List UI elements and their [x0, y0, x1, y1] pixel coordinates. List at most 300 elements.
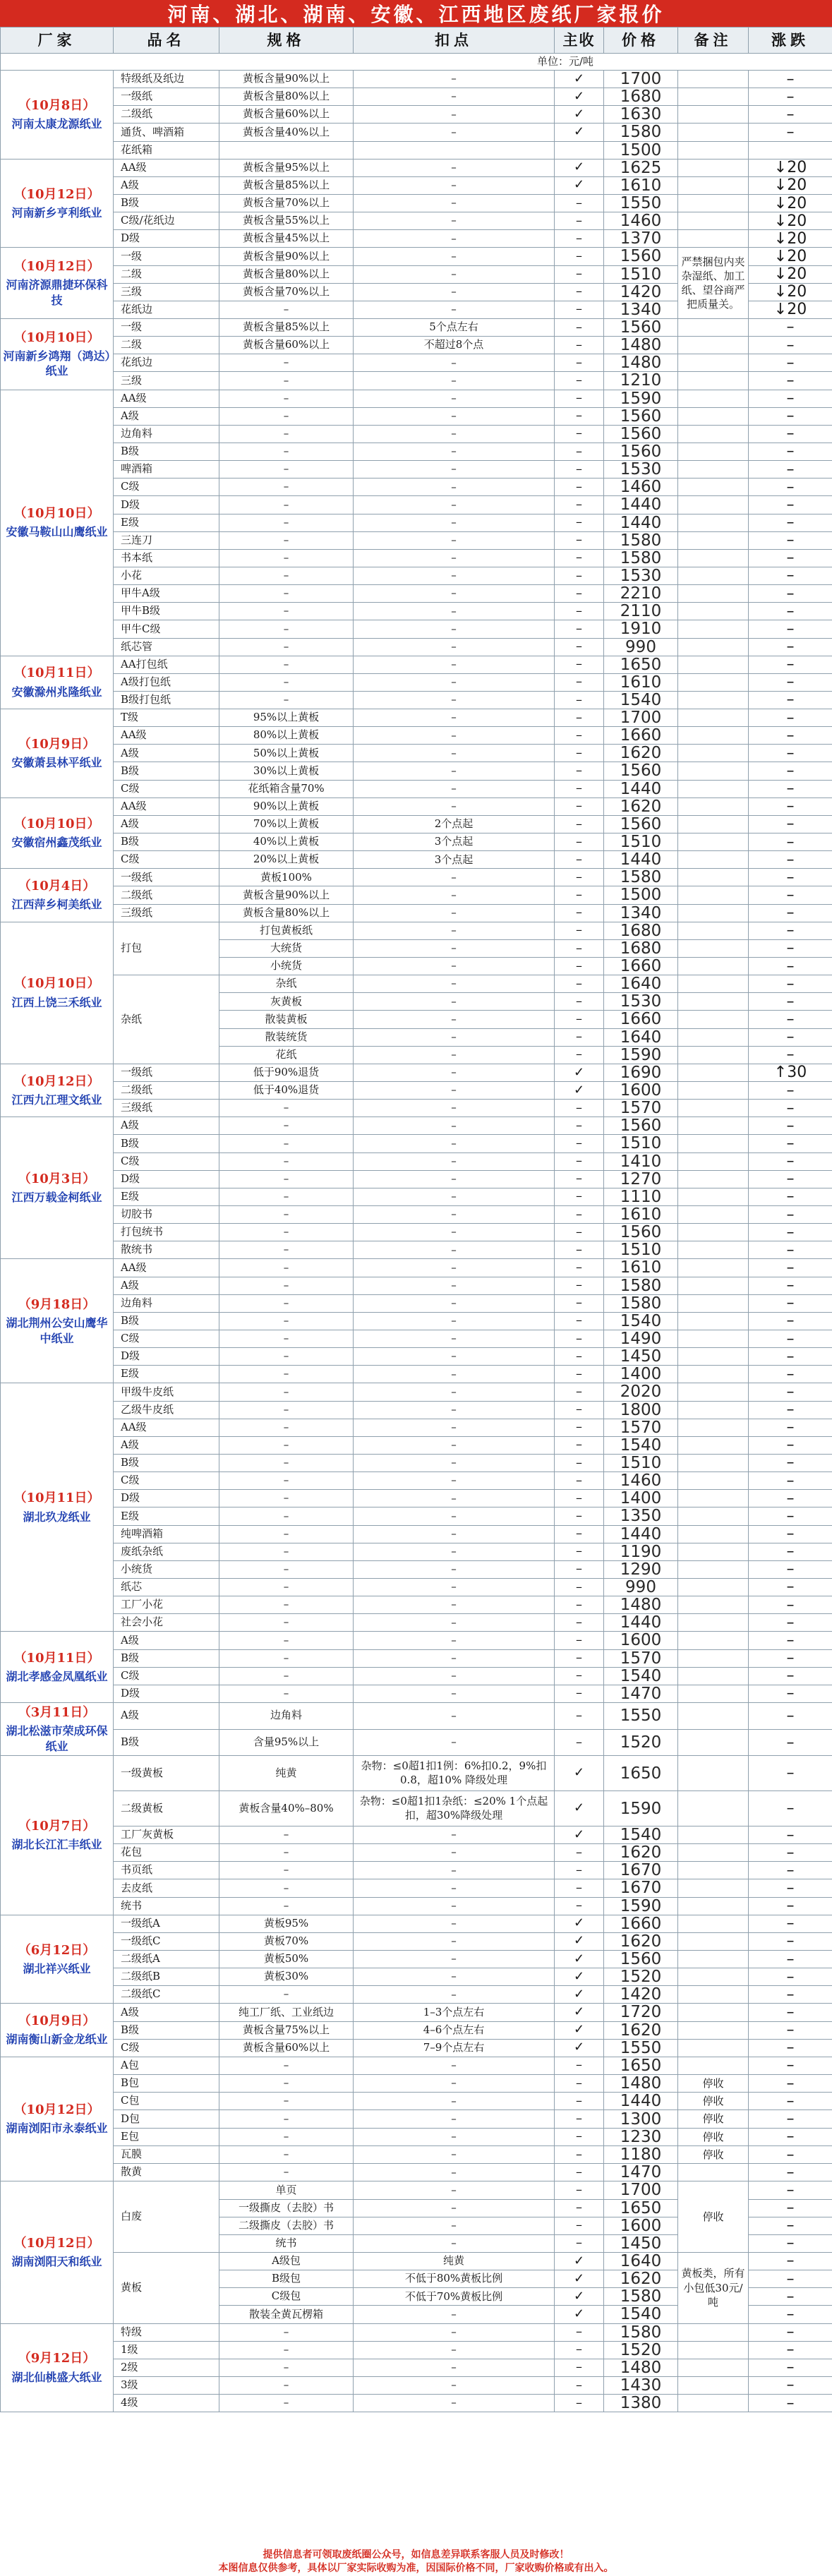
table-row: [1, 1241, 832, 1259]
change-cell: ↓20: [749, 265, 832, 283]
table-row: [1, 2323, 832, 2341]
main-collect-cell: –: [555, 479, 604, 496]
main-collect-cell: –: [555, 2234, 604, 2252]
table-row: [1, 1117, 832, 1135]
price-cell: 1520: [604, 1968, 678, 1986]
table-row: [1, 443, 832, 460]
main-collect-cell: –: [555, 673, 604, 691]
spec-cell: –: [219, 2164, 354, 2181]
price-cell: 1550: [604, 1702, 678, 1729]
company-cell: [1, 2057, 114, 2181]
company-cell: [1, 1259, 114, 1383]
table-row: [1, 1862, 832, 1879]
note-cell: [678, 88, 749, 106]
spec-cell: –: [219, 1667, 354, 1685]
price-cell: 1590: [604, 1897, 678, 1915]
price-cell: 1500: [604, 141, 678, 159]
price-cell: 1610: [604, 673, 678, 691]
price-cell: 1340: [604, 301, 678, 318]
change-cell: –: [749, 1614, 832, 1632]
table-row: [1, 762, 832, 780]
deduction-cell: –: [354, 443, 555, 460]
main-collect-cell: –: [555, 1614, 604, 1632]
spec-cell: 一级撕皮（去胶）书: [219, 2199, 354, 2217]
change-cell: –: [749, 1117, 832, 1135]
price-cell: 1560: [604, 248, 678, 265]
product-name: 小统货: [114, 1560, 219, 1578]
main-collect-cell: –: [555, 869, 604, 886]
table-row: [1, 2359, 832, 2376]
change-cell: –: [749, 1224, 832, 1241]
spec-cell: 散装统货: [219, 1028, 354, 1046]
table-row: [1, 1472, 832, 1490]
company-cell: [1, 1064, 114, 1117]
spec-cell: 黄板含量80%以上: [219, 88, 354, 106]
main-collect-cell: –: [555, 1383, 604, 1401]
change-cell: –: [749, 939, 832, 957]
price-cell: 1590: [604, 1791, 678, 1826]
price-cell: 1440: [604, 496, 678, 514]
deduction-cell: –: [354, 407, 555, 425]
main-collect-cell: –: [555, 514, 604, 531]
main-collect-cell: –: [555, 1366, 604, 1383]
product-name: AA级: [114, 798, 219, 815]
spec-cell: 黄板含量85%以上: [219, 318, 354, 336]
table-row: [1, 1206, 832, 1224]
change-cell: –: [749, 354, 832, 372]
change-cell: –: [749, 2145, 832, 2163]
price-cell: 1670: [604, 1862, 678, 1879]
note-cell: [678, 1348, 749, 1366]
note-cell: [678, 585, 749, 603]
price-cell: 1580: [604, 549, 678, 567]
change-cell: –: [749, 1206, 832, 1224]
company-name: 湖北仙桃盛大纸业: [11, 2370, 102, 2384]
change-cell: –: [749, 1348, 832, 1366]
product-name: 三级: [114, 283, 219, 301]
product-name: 甲牛C级: [114, 620, 219, 638]
deduction-cell: –: [354, 1152, 555, 1170]
note-cell: [678, 1046, 749, 1064]
quote-date: （10月12日）: [13, 258, 100, 274]
product-name: C级: [114, 780, 219, 798]
price-cell: 1530: [604, 567, 678, 584]
deduction-cell: –: [354, 496, 555, 514]
change-cell: –: [749, 1419, 832, 1436]
company-cell: [1, 248, 114, 319]
spec-cell: –: [219, 1844, 354, 1862]
change-cell: –: [749, 993, 832, 1011]
header-product: 品名: [114, 28, 219, 54]
main-collect-cell: –: [555, 1649, 604, 1667]
change-cell: –: [749, 1507, 832, 1525]
main-collect-cell: –: [555, 2057, 604, 2074]
product-name: 甲牛A级: [114, 585, 219, 603]
main-collect-cell: ✓: [555, 2021, 604, 2039]
change-cell: –: [749, 1277, 832, 1294]
table-row: [1, 2021, 832, 2039]
company-name: 河南新乡亨利纸业: [11, 205, 102, 219]
note-cell: [678, 1490, 749, 1507]
product-name: 切胶书: [114, 1206, 219, 1224]
main-collect-cell: –: [555, 2359, 604, 2376]
price-cell: 1480: [604, 2074, 678, 2092]
table-row: [1, 745, 832, 762]
company-name: 河南济源鼎捷环保科技: [6, 278, 108, 307]
price-cell: 1580: [604, 124, 678, 141]
note-cell: [678, 71, 749, 88]
note-cell: [678, 176, 749, 194]
company-name: 湖北荆州公安山鹰华中纸业: [6, 1316, 108, 1345]
price-cell: 1700: [604, 709, 678, 727]
product-name: B级: [114, 2021, 219, 2039]
spec-cell: 黄板含量55%以上: [219, 212, 354, 230]
product-name: 二级纸: [114, 886, 219, 904]
company-cell: [1, 2181, 114, 2323]
price-cell: 1620: [604, 798, 678, 815]
product-name: 社会小花: [114, 1614, 219, 1632]
note-cell: [678, 2341, 749, 2359]
quote-date: （10月3日）: [18, 1171, 96, 1186]
deduction-cell: –: [354, 1507, 555, 1525]
deduction-cell: –: [354, 514, 555, 531]
spec-cell: A级包: [219, 2252, 354, 2270]
note-cell: [678, 1330, 749, 1347]
note-cell: [678, 212, 749, 230]
deduction-cell: –: [354, 1472, 555, 1490]
product-name: 二级纸: [114, 1082, 219, 1100]
product-category: 打包: [114, 922, 219, 975]
note-cell: [678, 1135, 749, 1152]
deduction-cell: –: [354, 1259, 555, 1277]
price-cell: 1440: [604, 780, 678, 798]
note-cell: [678, 1294, 749, 1312]
table-row: [1, 1366, 832, 1383]
main-collect-cell: –: [555, 1277, 604, 1294]
deduction-cell: –: [354, 479, 555, 496]
table-row: [1, 1312, 832, 1330]
change-cell: –: [749, 2199, 832, 2217]
spec-cell: 70%以上黄板: [219, 815, 354, 833]
main-collect-cell: –: [555, 567, 604, 584]
table-row: [1, 1401, 832, 1419]
product-name: 花纸边: [114, 354, 219, 372]
spec-cell: –: [219, 2145, 354, 2163]
table-row: [1, 1614, 832, 1632]
product-name: A级: [114, 745, 219, 762]
spec-cell: –: [219, 372, 354, 390]
company-cell: [1, 1632, 114, 1703]
deduction-cell: 5个点左右: [354, 318, 555, 336]
price-cell: 1640: [604, 975, 678, 993]
main-collect-cell: –: [555, 407, 604, 425]
change-cell: –: [749, 1578, 832, 1596]
spec-cell: –: [219, 390, 354, 407]
product-name: 三连刀: [114, 531, 219, 549]
deduction-cell: –: [354, 2074, 555, 2092]
table-row: [1, 2376, 832, 2394]
price-cell: 1650: [604, 2057, 678, 2074]
note-cell: [678, 1791, 749, 1826]
quote-date: （10月11日）: [13, 666, 100, 681]
spec-cell: 黄板含量90%以上: [219, 71, 354, 88]
main-collect-cell: –: [555, 2128, 604, 2145]
header-main: 主收: [555, 28, 604, 54]
deduction-cell: –: [354, 1117, 555, 1135]
main-collect-cell: –: [555, 1312, 604, 1330]
spec-cell: –: [219, 1454, 354, 1471]
price-cell: 1410: [604, 1152, 678, 1170]
product-name: AA级: [114, 1419, 219, 1436]
spec-cell: –: [219, 1879, 354, 1897]
change-cell: –: [749, 124, 832, 141]
price-cell: 1490: [604, 1330, 678, 1347]
price-cell: 1590: [604, 1046, 678, 1064]
main-collect-cell: –: [555, 1667, 604, 1685]
change-cell: –: [749, 1932, 832, 1950]
note-cell: [678, 1951, 749, 1968]
note-cell: [678, 975, 749, 993]
table-row: [1, 1685, 832, 1702]
quote-date: （10月4日）: [18, 879, 96, 894]
change-cell: –: [749, 2306, 832, 2323]
table-row: [1, 390, 832, 407]
price-cell: 1190: [604, 1543, 678, 1560]
company-name: 河南太康龙源纸业: [11, 117, 102, 131]
spec-cell: –: [219, 656, 354, 673]
product-name: C级: [114, 1152, 219, 1170]
spec-cell: 黄板含量60%以上: [219, 2039, 354, 2057]
price-cell: 2020: [604, 1383, 678, 1401]
product-name: 4级: [114, 2395, 219, 2412]
deduction-cell: –: [354, 1206, 555, 1224]
deduction-cell: –: [354, 2145, 555, 2163]
main-collect-cell: –: [555, 958, 604, 975]
product-name: 啤酒箱: [114, 461, 219, 479]
main-collect-cell: ✓: [555, 2270, 604, 2288]
deduction-cell: –: [354, 2359, 555, 2376]
product-name: B级: [114, 1454, 219, 1471]
note-cell: [678, 141, 749, 159]
spec-cell: 黄板含量95%以上: [219, 159, 354, 176]
deduction-cell: 杂物：≤0超1扣1例：6%扣0.2，9%扣0.8，超10% 降级处理: [354, 1756, 555, 1791]
price-cell: 1540: [604, 1667, 678, 1685]
product-category: 杂纸: [114, 975, 219, 1064]
note-cell: 停收: [678, 2110, 749, 2128]
deduction-cell: –: [354, 1348, 555, 1366]
deduction-cell: –: [354, 71, 555, 88]
spec-cell: –: [219, 2128, 354, 2145]
deduction-cell: –: [354, 1667, 555, 1685]
deduction-cell: –: [354, 656, 555, 673]
price-cell: 1440: [604, 851, 678, 869]
change-cell: ↓20: [749, 283, 832, 301]
spec-cell: –: [219, 1596, 354, 1614]
change-cell: –: [749, 1844, 832, 1862]
spec-cell: –: [219, 1560, 354, 1578]
deduction-cell: –: [354, 1951, 555, 1968]
main-collect-cell: ✓: [555, 71, 604, 88]
price-cell: 1660: [604, 958, 678, 975]
spec-cell: –: [219, 1685, 354, 1702]
change-cell: –: [749, 106, 832, 124]
company-name: 湖南浏阳市永泰纸业: [6, 2121, 108, 2136]
deduction-cell: –: [354, 1028, 555, 1046]
main-collect-cell: –: [555, 1152, 604, 1170]
note-cell: 停收: [678, 2074, 749, 2092]
product-name: 二级: [114, 337, 219, 354]
deduction-cell: –: [354, 1082, 555, 1100]
product-name: 一级纸: [114, 1064, 219, 1081]
spec-cell: –: [219, 2110, 354, 2128]
table-row: [1, 141, 832, 159]
deduction-cell: –: [354, 1011, 555, 1028]
deduction-cell: –: [354, 88, 555, 106]
main-collect-cell: –: [555, 301, 604, 318]
deduction-cell: –: [354, 106, 555, 124]
price-cell: 1680: [604, 939, 678, 957]
deduction-cell: –: [354, 1932, 555, 1950]
deduction-cell: 不超过8个点: [354, 337, 555, 354]
price-cell: 1650: [604, 656, 678, 673]
product-name: 三级纸: [114, 1100, 219, 1117]
company-name: 湖北祥兴纸业: [23, 1961, 91, 1975]
main-collect-cell: –: [555, 2376, 604, 2394]
change-cell: –: [749, 585, 832, 603]
spec-cell: –: [219, 1632, 354, 1649]
deduction-cell: –: [354, 1879, 555, 1897]
table-row: [1, 1330, 832, 1347]
deduction-cell: 纯黄: [354, 2252, 555, 2270]
deduction-cell: –: [354, 904, 555, 922]
note-cell: [678, 939, 749, 957]
main-collect-cell: –: [555, 1188, 604, 1205]
deduction-cell: –: [354, 1241, 555, 1259]
product-name: 甲级牛皮纸: [114, 1383, 219, 1401]
main-collect-cell: –: [555, 212, 604, 230]
main-collect-cell: –: [555, 1294, 604, 1312]
deduction-cell: –: [354, 1330, 555, 1347]
main-collect-cell: –: [555, 975, 604, 993]
note-cell: [678, 2376, 749, 2394]
product-name: 纯啤酒箱: [114, 1525, 219, 1543]
quote-date: （9月18日）: [18, 1296, 96, 1312]
main-collect-cell: –: [555, 1490, 604, 1507]
price-cell: 1680: [604, 88, 678, 106]
deduction-cell: –: [354, 1614, 555, 1632]
spec-cell: –: [219, 603, 354, 620]
change-cell: ↓20: [749, 248, 832, 265]
main-collect-cell: –: [555, 1046, 604, 1064]
main-collect-cell: –: [555, 1844, 604, 1862]
price-cell: 1440: [604, 514, 678, 531]
spec-cell: 大统货: [219, 939, 354, 957]
note-cell: [678, 496, 749, 514]
change-cell: –: [749, 514, 832, 531]
product-name: C级: [114, 1667, 219, 1685]
price-cell: 1650: [604, 1756, 678, 1791]
table-row: [1, 1294, 832, 1312]
product-name: B级: [114, 1312, 219, 1330]
main-collect-cell: –: [555, 1348, 604, 1366]
table-row: [1, 673, 832, 691]
quote-date: （10月9日）: [18, 2014, 96, 2029]
product-name: A级: [114, 1277, 219, 1294]
main-collect-cell: ✓: [555, 88, 604, 106]
main-collect-cell: –: [555, 1862, 604, 1879]
product-name: 三级纸: [114, 904, 219, 922]
product-name: AA级: [114, 1259, 219, 1277]
price-cell: 1910: [604, 620, 678, 638]
table-row: [1, 603, 832, 620]
product-name: 乙级牛皮纸: [114, 1401, 219, 1419]
product-name: 一级黄板: [114, 1756, 219, 1791]
table-row: [1, 2395, 832, 2412]
table-row: [1, 638, 832, 656]
spec-cell: –: [219, 1117, 354, 1135]
price-cell: 1180: [604, 2145, 678, 2163]
change-cell: –: [749, 425, 832, 443]
note-cell: [678, 1011, 749, 1028]
company-name: 湖北松滋市荣成环保纸业: [6, 1724, 108, 1753]
change-cell: –: [749, 2039, 832, 2057]
main-collect-cell: ✓: [555, 1064, 604, 1081]
product-name: 一级: [114, 248, 219, 265]
deduction-cell: –: [354, 567, 555, 584]
note-cell: [678, 1188, 749, 1205]
deduction-cell: –: [354, 1419, 555, 1436]
main-collect-cell: –: [555, 939, 604, 957]
change-cell: –: [749, 71, 832, 88]
company-cell: [1, 318, 114, 390]
quote-date: （10月12日）: [13, 1073, 100, 1089]
change-cell: –: [749, 1826, 832, 1844]
product-name: 散统书: [114, 1241, 219, 1259]
change-cell: –: [749, 1100, 832, 1117]
change-cell: ↓20: [749, 176, 832, 194]
note-cell: [678, 1614, 749, 1632]
main-collect-cell: –: [555, 2395, 604, 2412]
change-cell: –: [749, 390, 832, 407]
note-cell: [678, 354, 749, 372]
deduction-cell: [354, 141, 555, 159]
change-cell: –: [749, 2181, 832, 2199]
main-collect-cell: –: [555, 2181, 604, 2199]
main-collect-cell: –: [555, 886, 604, 904]
company-cell: [1, 869, 114, 922]
table-row: [1, 1064, 832, 1081]
product-name: 工厂小花: [114, 1596, 219, 1614]
main-collect-cell: –: [555, 1028, 604, 1046]
product-name: 2级: [114, 2359, 219, 2376]
company-name: 湖北玖龙纸业: [23, 1510, 91, 1524]
main-collect-cell: –: [555, 230, 604, 248]
change-cell: –: [749, 2252, 832, 2270]
product-name: 统书: [114, 1897, 219, 1915]
product-name: E级: [114, 1366, 219, 1383]
table-row: [1, 780, 832, 798]
table-row: [1, 1932, 832, 1950]
price-cell: 1540: [604, 2306, 678, 2323]
price-cell: 1540: [604, 1826, 678, 1844]
product-category: 黄板: [114, 2252, 219, 2323]
deduction-cell: –: [354, 176, 555, 194]
spec-cell: –: [219, 1986, 354, 2004]
product-name: 边角料: [114, 1294, 219, 1312]
deduction-cell: –: [354, 2164, 555, 2181]
main-collect-cell: –: [555, 603, 604, 620]
price-cell: 1700: [604, 2181, 678, 2199]
